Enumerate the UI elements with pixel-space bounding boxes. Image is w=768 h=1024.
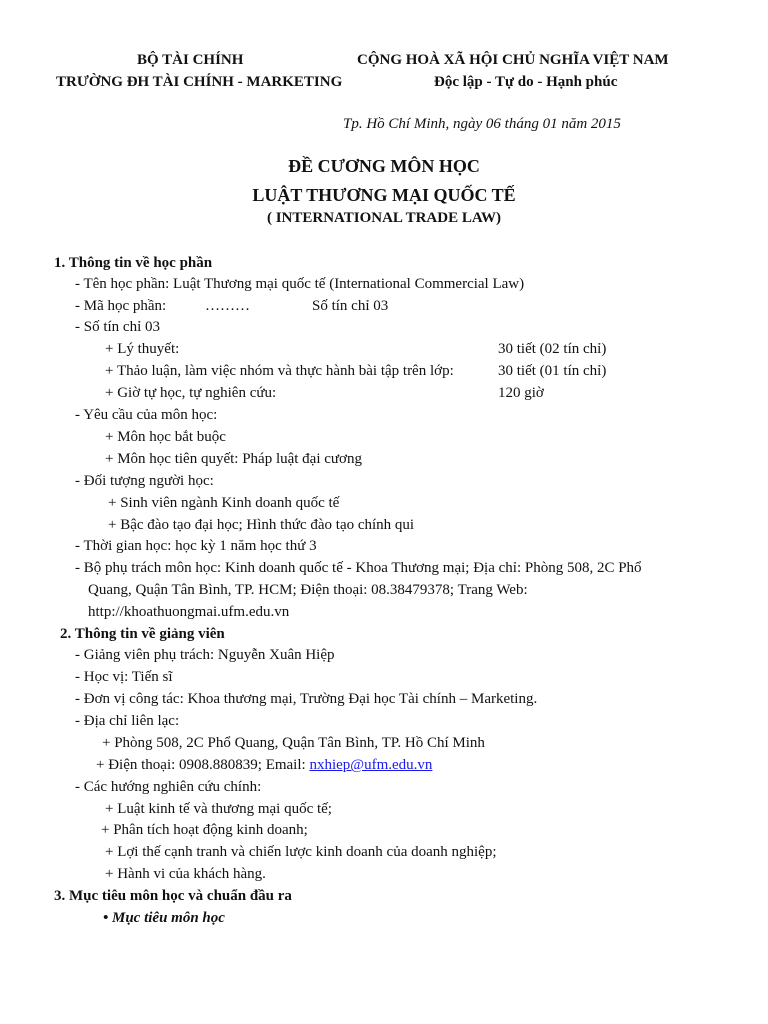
address-room: + Phòng 508, 2C Phổ Quang, Quận Tân Bình, TP. Hồ Chí Minh — [102, 735, 485, 751]
audience: - Đối tượng người học: — [75, 473, 214, 489]
address-label: - Địa chỉ liên lạc: — [75, 713, 180, 729]
course-name: - Tên học phần: Luật Thương mại quốc tế (International Commercial Law) — [75, 276, 525, 292]
section2-heading: 2. Thông tin về giảng viên — [60, 626, 225, 642]
research-item: + Lợi thế cạnh tranh và chiến lược kinh doanh của doanh nghiệp; — [105, 844, 497, 860]
date-line: Tp. Hồ Chí Minh, ngày 06 tháng 01 năm 2015 — [343, 116, 621, 132]
theory-label: + Lý thuyết: — [105, 341, 180, 357]
research-label: - Các hướng nghiên cứu chính: — [75, 779, 262, 795]
req-mandatory: + Môn học bắt buộc — [105, 429, 226, 445]
university-name: TRƯỜNG ĐH TÀI CHÍNH - MARKETING — [56, 74, 343, 90]
dept-line1: - Bộ phụ trách môn học: Kinh doanh quốc tế - Khoa Thương mại; Địa chỉ: Phòng 508, 2C Phổ — [75, 560, 642, 576]
research-item: + Luật kinh tế và thương mại quốc tế; — [105, 801, 332, 817]
practice-label: + Thảo luận, làm việc nhóm và thực hành bài tập trên lớp: — [105, 363, 454, 379]
dept-website: http://khoathuongmai.ufm.edu.vn — [88, 604, 290, 620]
selfstudy-value: 120 giờ — [498, 385, 544, 401]
research-item: + Hành vi của khách hàng. — [105, 866, 266, 882]
credits-inline: Số tín chỉ 03 — [312, 298, 389, 314]
practice-value: 30 tiết (01 tín chỉ) — [498, 363, 607, 379]
course-code-value: ……… — [205, 298, 250, 314]
lecturer: - Giảng viên phụ trách: Nguyễn Xuân Hiệp — [75, 647, 335, 663]
objectives-bullet: • Mục tiêu môn học — [103, 910, 225, 926]
national-motto: Độc lập - Tự do - Hạnh phúc — [434, 74, 618, 90]
course-code-label: - Mã học phần: — [75, 298, 167, 314]
credits: - Số tín chỉ 03 — [75, 319, 160, 335]
research-item: + Phân tích hoạt động kinh doanh; — [101, 822, 308, 838]
ministry-name: BỘ TÀI CHÍNH — [137, 52, 244, 68]
dept-line2: Quang, Quận Tân Bình, TP. HCM; Điện thoại: 08.38479378; Trang Web: — [88, 582, 528, 598]
req-prereq: + Môn học tiên quyết: Pháp luật đại cương — [105, 451, 362, 467]
selfstudy-label: + Giờ tự học, tự nghiên cứu: — [105, 385, 277, 401]
section1-heading: 1. Thông tin về học phần — [54, 255, 213, 271]
workplace: - Đơn vị công tác: Khoa thương mại, Trường Đại học Tài chính – Marketing. — [75, 691, 538, 707]
theory-value: 30 tiết (02 tín chỉ) — [498, 341, 607, 357]
degree: - Học vị: Tiến sĩ — [75, 669, 173, 685]
phone-text: + Điện thoại: 0908.880839; Email: — [96, 757, 306, 773]
course-title-en: ( INTERNATIONAL TRADE LAW) — [266, 210, 502, 226]
section3-heading: 3. Mục tiêu môn học và chuẩn đầu ra — [54, 888, 292, 904]
doc-title: ĐỀ CƯƠNG MÔN HỌC — [288, 156, 480, 176]
country-name: CỘNG HOÀ XÃ HỘI CHỦ NGHĨA VIỆT NAM — [357, 52, 669, 68]
requirements: - Yêu cầu của môn học: — [75, 407, 218, 423]
aud-students: + Sinh viên ngành Kinh doanh quốc tế — [108, 495, 340, 511]
email-link[interactable]: nxhiep@ufm.edu.vn — [309, 757, 433, 773]
study-time: - Thời gian học: học kỳ 1 năm học thứ 3 — [75, 538, 317, 554]
aud-level: + Bậc đào tạo đại học; Hình thức đào tạo chính qui — [108, 517, 415, 533]
contact-line — [96, 755, 432, 775]
course-title: LUẬT THƯƠNG MẠI QUỐC TẾ — [252, 185, 516, 205]
